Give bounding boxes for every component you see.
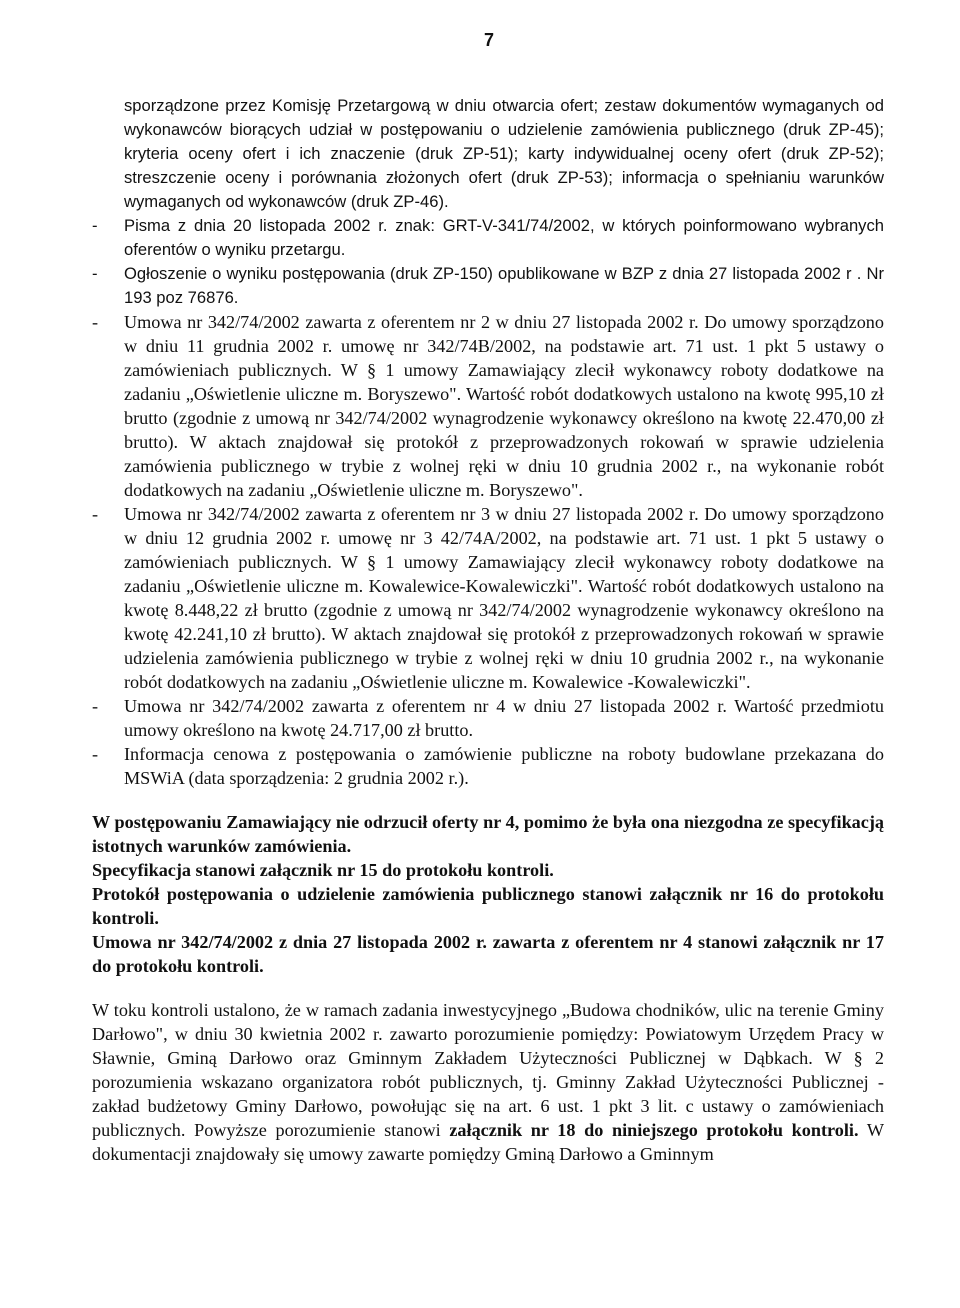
list-item-text: Ogłoszenie o wyniku postępowania (druk ZP-150) opublikowane w BZP z dnia 27 listopada 2002 r . Nr 193 poz 76876. (124, 264, 884, 307)
list-item (92, 214, 884, 262)
attachment-note: Protokół postępowania o udzielenie zamówienia publicznego stanowi załącznik nr 16 do protokołu kontroli. (92, 884, 884, 928)
attachment-note: Umowa nr 342/74/2002 z dnia 27 listopada 2002 r. zawarta z oferentem nr 4 stanowi załącznik nr 17 do protokołu kontroli. (92, 932, 884, 976)
list-dash: - (92, 504, 99, 524)
final-attachment-note: załącznik nr 18 do niniejszego protokołu kontroli. (449, 1120, 859, 1140)
list-dash: - (92, 696, 99, 716)
list-item (92, 742, 884, 790)
intro-paragraph: sporządzone przez Komisję Przetargową w dniu otwarcia ofert; zestaw dokumentów wymaganych od wykonawców biorących udział w postępowaniu o udzielenie zamówienia publicznego (druk ZP-45); kryteria oceny ofert i ich znaczenie (druk ZP-51); karty indywidualnej oceny ofert (druk ZP-52); streszczenie oceny i porównania złożonych ofert (druk ZP-53); informacja o spełnianiu warunków wymaganych od wykonawców (druk ZP-46). (124, 96, 884, 211)
document-body (92, 94, 884, 1166)
attachment-note: Specyfikacja stanowi załącznik nr 15 do protokołu kontroli. (92, 860, 554, 880)
list-item-text: Pisma z dnia 20 listopada 2002 r. znak: GRT-V-341/74/2002, w których poinformowano wybranych oferentów o wyniku przetargu. (124, 216, 884, 259)
list-dash: - (92, 264, 98, 283)
list-item-text: Umowa nr 342/74/2002 zawarta z oferentem nr 2 w dniu 27 listopada 2002 r. Do umowy sporządzono w dniu 11 grudnia 2002 r. umowę nr 342/74B/2002, na podstawie art. 71 ust. 1 pkt 5 ustawy o zamówieniach publicznych. W § 1 umowy Zamawiający zlecił wykonawcy roboty dodatkowe na zadaniu „Oświetlenie uliczne m. Boryszewo". Wartość robót dodatkowych ustalono na kwotę 995,10 zł brutto (zgodnie z umową nr 342/74/2002 wynagrodzenie wykonawcy określono na kwotę 22.470,00 zł brutto). W aktach znajdował się protokół z przeprowadzonych rokowań w sprawie udzielenia zamówienia publicznego w trybie z wolnej ręki w dniu 10 grudnia 2002 r., na wykonanie robót dodatkowych na zadaniu „Oświetlenie uliczne m. Boryszewo". (124, 312, 884, 500)
final-text: W toku kontroli ustalono, że w ramach zadania inwestycyjnego „Budowa chodników, ulic na terenie Gminy Darłowo", w dniu 30 kwietnia 2002 r. zawarto porozumienie pomiędzy: Powiatowym Urzędem Pracy w Sławnie, Gminą Darłowo oraz Gminnym Zakładem Użyteczności Publicznej w Dąbkach. W § 2 porozumienia wskazano organizatora robót publicznych, tj. Gminny Zakład Użyteczności Publicznej - zakład budżetowy Gminy Darłowo, powołując się na art. 6 ust. 1 pkt 3 lit. c ustawy o zamówieniach publicznych. Powyższe porozumienie stanowi (92, 1000, 884, 1140)
list-item-text: Umowa nr 342/74/2002 zawarta z oferentem nr 3 w dniu 27 listopada 2002 r. Do umowy sporządzono w dniu 12 grudnia 2002 r. umowę nr 3 42/74A/2002, na podstawie art. 71 ust. 1 pkt 5 ustawy o zamówieniach publicznych. W § 1 umowy Zamawiający zlecił wykonawcy roboty dodatkowe na zadaniu „Oświetlenie uliczne m. Kowalewice-Kowalewiczki". Wartość robót dodatkowych ustalono na kwotę 8.448,22 zł brutto (zgodnie z umową nr 342/74/2002 wynagrodzenie wykonawcy określono na kwotę 42.241,10 zł brutto). W aktach znajdował się protokół z przeprowadzonych rokowań w sprawie udzielenia zamówienia publicznego w trybie z wolnej ręki w dniu 10 grudnia 2002 r., na wykonanie robót dodatkowych na zadaniu „Oświetlenie uliczne m. Kowalewice -Kowalewiczki". (124, 504, 884, 692)
list-item-text: Informacja cenowa z postępowania o zamówienie publiczne na roboty budowlane przekazana do MSWiA (data sporządzenia: 2 grudnia 2002 r.). (124, 744, 884, 788)
page-number: 7 (484, 30, 495, 50)
list-item-text: Umowa nr 342/74/2002 zawarta z oferentem nr 4 w dniu 27 listopada 2002 r. Wartość przedmiotu umowy określono na kwotę 24.717,00 zł brutto. (124, 696, 884, 740)
list-item (92, 502, 884, 694)
finding-paragraph: W postępowaniu Zamawiający nie odrzucił oferty nr 4, pomimo że była ona niezgodna ze specyfikacją istotnych warunków zamówienia. (92, 812, 884, 856)
final-text-continued: W dokumentacji znajdowały się umowy zawarte pomiędzy Gminą Darłowo a Gminnym (92, 1120, 884, 1164)
list-dash: - (92, 744, 99, 764)
list-item (92, 262, 884, 310)
list-item (92, 694, 884, 742)
list-dash: - (92, 216, 98, 235)
final-paragraph (92, 998, 884, 1166)
list-item (92, 310, 884, 502)
list-dash: - (92, 312, 99, 332)
